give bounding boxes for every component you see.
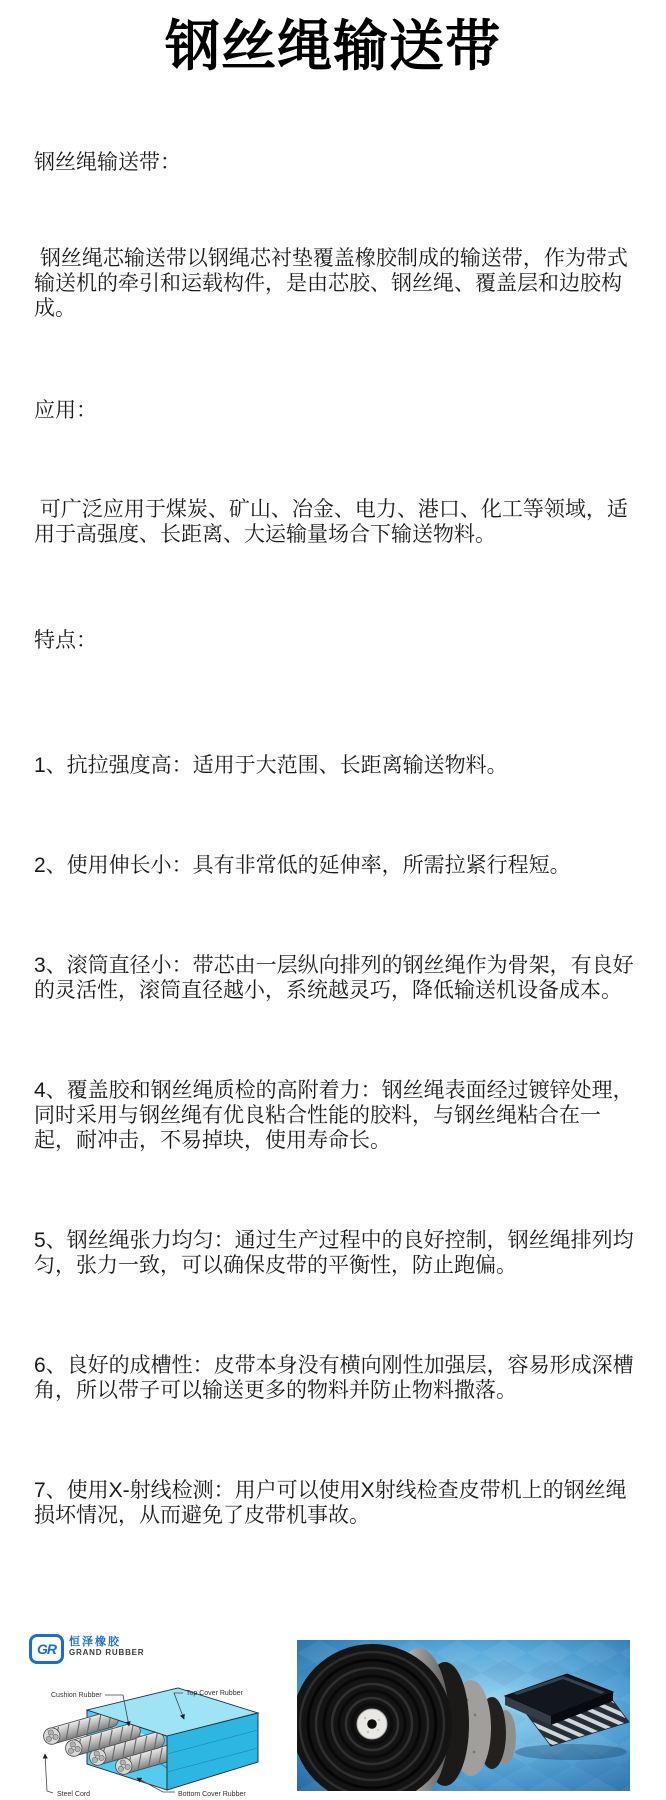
label-top-cover-rubber: Top Cover Rubber xyxy=(186,1690,243,1697)
belt-block xyxy=(42,1688,258,1790)
feature-item: 7、使用X-射线检测：用户可以使用X射线检查皮带机上的钢丝绳损坏情况，从而避免了皮带机事故。 xyxy=(34,1479,627,1527)
feature-item: 2、使用伸长小：具有非常低的延伸率，所需拉紧行程短。 xyxy=(34,854,571,877)
feature-item: 3、滚筒直径小：带芯由一层纵向排列的钢丝绳作为骨架，有良好的灵活性，滚筒直径越小，系统越灵巧，降低输送机设备成本。 xyxy=(34,954,634,1002)
application-paragraph: 可广泛应用于煤炭、矿山、冶金、电力、港口、化工等领域，适用于高强度、长距离、大运输量场合下输送物料。 xyxy=(34,498,628,546)
application-label: 应用： xyxy=(34,399,97,422)
features-label: 特点： xyxy=(34,629,97,652)
company-name-en: GRAND RUBBER xyxy=(69,1648,145,1657)
feature-item: 4、覆盖胶和钢丝绳质检的高附着力：钢丝绳表面经过镀锌处理，同时采用与钢丝绳有优良粘合性能的胶料，与钢丝绳粘合在一起，耐冲击，不易掉块，使用寿命长。 xyxy=(34,1079,634,1152)
product-photo-figure xyxy=(297,1640,630,1791)
company-name-cn: 恒泽橡胶 xyxy=(69,1636,121,1648)
feature-item: 1、抗拉强度高：适用于大范围、长距离输送物料。 xyxy=(34,754,508,777)
belt-cross-section-drawing xyxy=(25,1664,268,1800)
intro-label: 钢丝绳输送带： xyxy=(34,151,181,174)
document-page xyxy=(0,14,666,1798)
grand-rubber-logo-text xyxy=(69,1634,144,1658)
label-cushion-rubber: Cushion Rubber xyxy=(51,1692,102,1699)
page-title: 钢丝绳输送带 xyxy=(164,15,501,77)
label-bottom-cover-rubber: Bottom Cover Rubber xyxy=(178,1791,246,1798)
label-steel-cord: Steel Cord xyxy=(57,1791,91,1798)
body-text xyxy=(0,78,666,1628)
intro-paragraph: 钢丝绳芯输送带以钢绳芯衬垫覆盖橡胶制成的输送带，作为带式输送机的牵引和运载构件，是由芯胶、钢丝绳、覆盖层和边胶构成。 xyxy=(34,247,628,320)
grand-rubber-logo-icon: GR xyxy=(29,1634,64,1664)
belt-structure-diagram-figure xyxy=(25,1632,268,1798)
feature-item: 6、良好的成槽性：皮带本身没有横向刚性加强层，容易形成深槽角，所以带子可以输送更多的物料并防止物料撒落。 xyxy=(34,1354,634,1402)
figures-row xyxy=(0,1632,666,1798)
features-list xyxy=(34,703,638,1578)
feature-item: 5、钢丝绳张力均匀：通过生产过程中的良好控制，钢丝绳排列均匀，张力一致，可以确保皮带的平衡性，防止跑偏。 xyxy=(34,1229,634,1277)
grand-rubber-logo xyxy=(29,1632,268,1664)
roll-core-hole xyxy=(367,1719,377,1729)
belt-rolls-photo xyxy=(297,1640,630,1791)
